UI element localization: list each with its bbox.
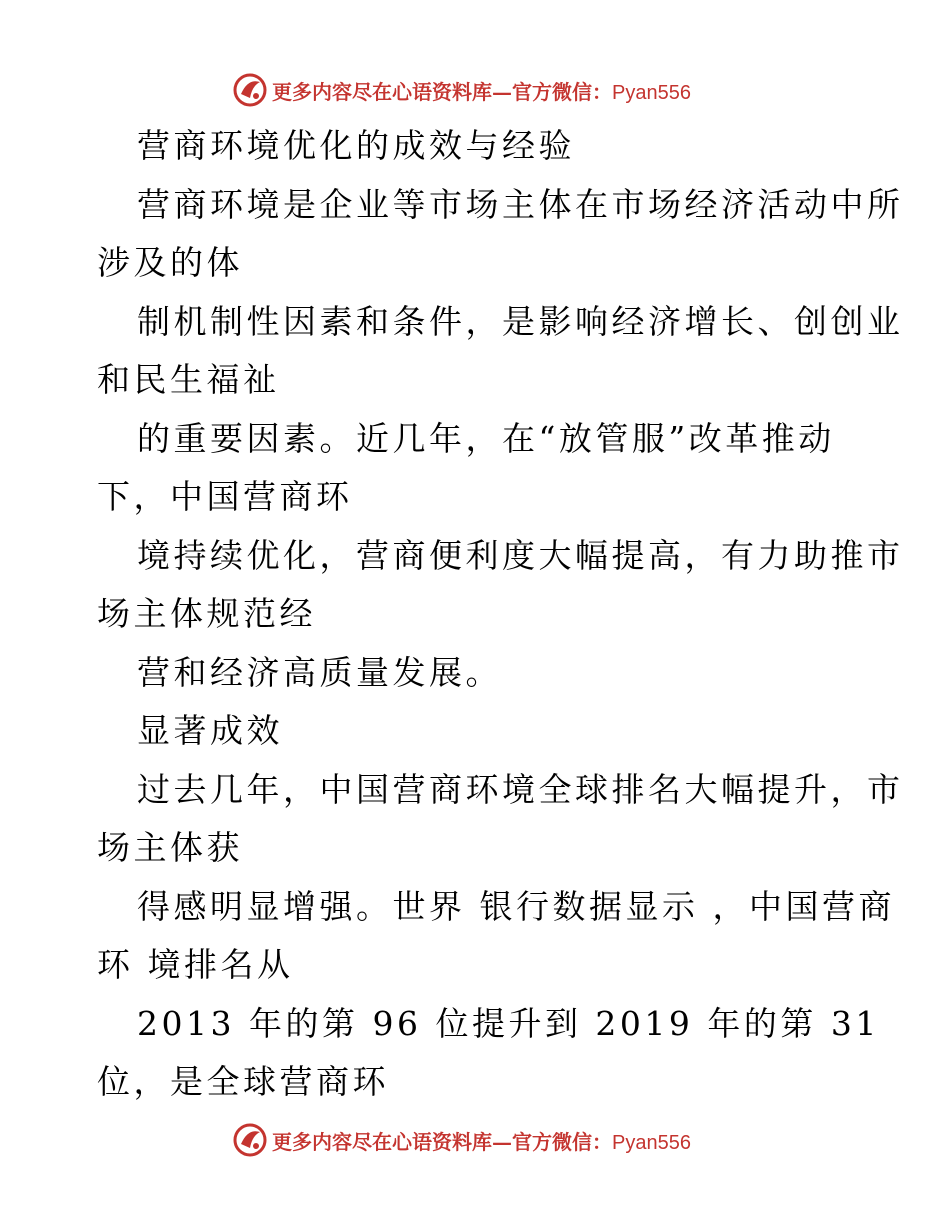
brand-logo-icon [232, 1122, 268, 1158]
paragraph-line: 位，是全球营商环 [97, 1062, 389, 1101]
paragraph-line: 和民生福祉 [97, 360, 280, 399]
watermark-text [272, 76, 691, 105]
watermark-text [272, 1126, 691, 1155]
footer-watermark [232, 1120, 691, 1160]
watermark-main-text: 更多内容尽在心语资料库—官方微信： [272, 1129, 612, 1154]
paragraph-line: 制机制性因素和条件，是影响经济增长、创创业 [137, 302, 904, 341]
paragraph-line: 营商环境是企业等市场主体在市场经济活动中所 [137, 185, 904, 224]
section-heading: 显著成效 [137, 711, 283, 750]
paragraph-line: 得感明显增强。世界 银行数据显示 ，中国营商 [137, 887, 895, 926]
paragraph-line: 营和经济高质量发展。 [137, 653, 502, 692]
watermark-wechat-id: Pyan556 [612, 1131, 691, 1154]
brand-logo-icon [232, 72, 268, 108]
document-title: 营商环境优化的成效与经验 [137, 126, 575, 165]
watermark-main-text: 更多内容尽在心语资料库—官方微信： [272, 79, 612, 104]
watermark-wechat-id: Pyan556 [612, 81, 691, 104]
paragraph-line: 场主体规范经 [97, 594, 316, 633]
paragraph-line: 2013 年的第 96 位提升到 2019 年的第 31 [137, 1004, 880, 1043]
paragraph-line: 下，中国营商环 [97, 477, 353, 516]
header-watermark [232, 70, 691, 110]
paragraph-line: 场主体获 [97, 828, 243, 867]
paragraph-line: 涉及的体 [97, 243, 243, 282]
paragraph-line: 的重要因素。近几年，在“放管服”改革推动 [137, 419, 835, 458]
paragraph-line: 境持续优化，营商便利度大幅提高，有力助推市 [137, 536, 904, 575]
paragraph-line: 环 境排名从 [97, 945, 294, 984]
paragraph-line: 过去几年，中国营商环境全球排名大幅提升，市 [137, 770, 904, 809]
